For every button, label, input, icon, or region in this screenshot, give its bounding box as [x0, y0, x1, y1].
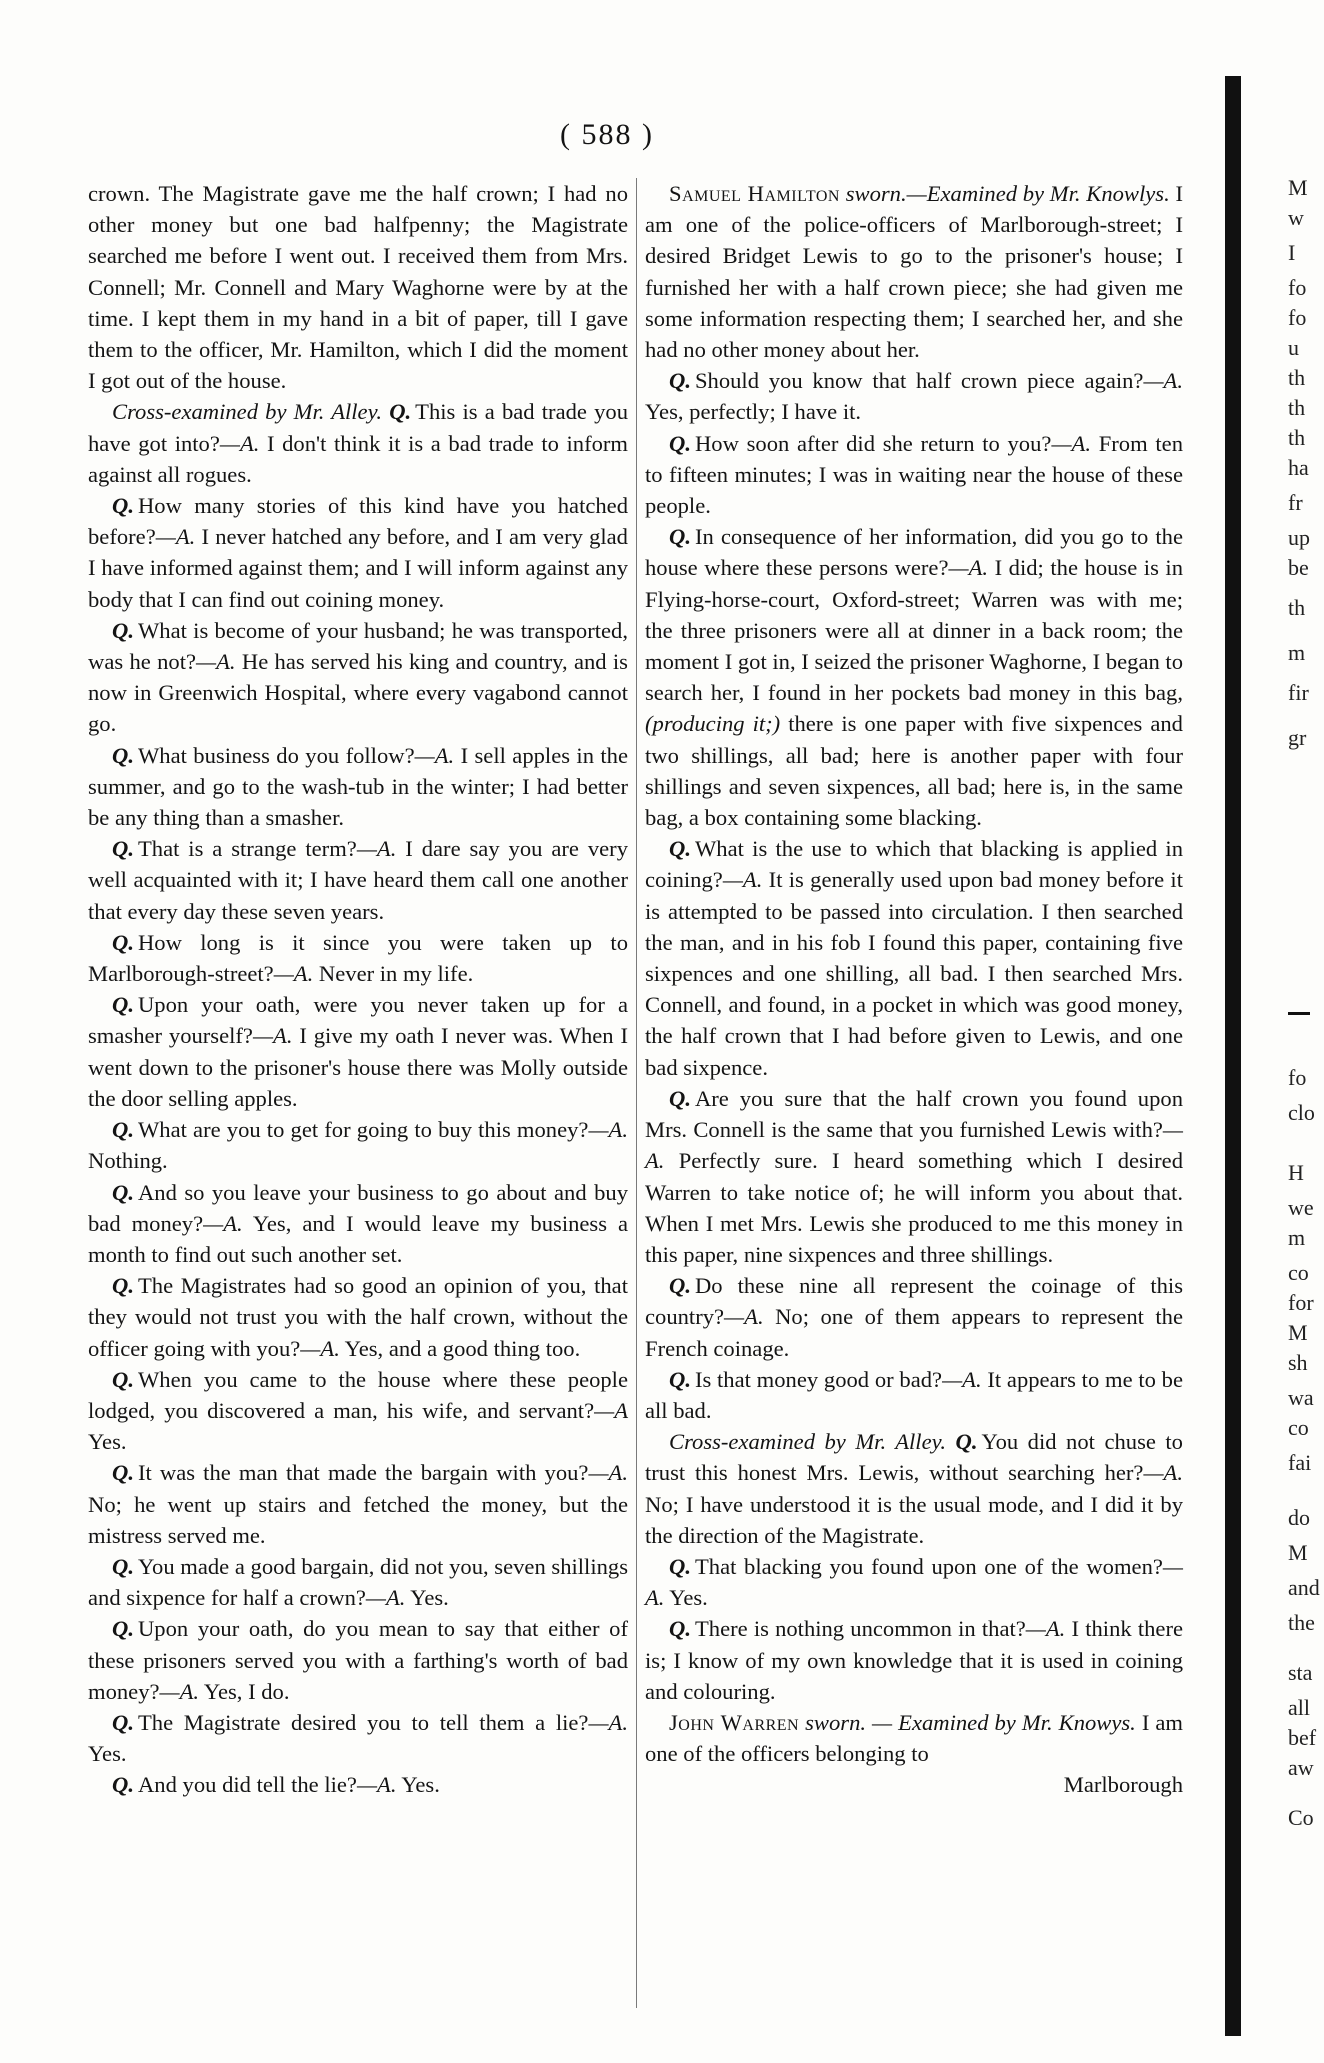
answer-text: I did; the house is in Flying-horse-court, Oxford-street; Warren was with me; the three prisoners were all at dinner in a back room; the moment I got in, I seized the prisoner Waghorne, I began to search her, I found in her pockets bad money in this bag, [645, 555, 1184, 706]
answer-text: No; one of them appears to represent the French coinage. [645, 1304, 1183, 1361]
next-page-fragment: the [1288, 1610, 1315, 1635]
cross-examined-label: Cross-examined by Mr. Alley. [112, 399, 383, 425]
question-marker: Q. [112, 617, 134, 643]
question-text: Should you know that half crown piece again? [694, 368, 1144, 394]
next-page-fragment: I [1288, 240, 1296, 265]
paragraph [88, 1177, 628, 1271]
question-marker: Q. [112, 1616, 134, 1642]
answer-text: Perfectly sure. I heard something which I desired Warren to take notice of; he will inform you about that. When I met Mrs. Lewis she produced to me this money in this paper, nine sixpences and three shillings. [645, 1148, 1183, 1267]
witness-sworn-label: sworn. — Examined by Mr. Knowys. [805, 1709, 1136, 1735]
next-page-fragment: co [1288, 1415, 1309, 1440]
next-page-fragment: fo [1288, 1065, 1307, 1090]
question-text: What is the use to which that blacking is applied in coining? [645, 836, 1183, 893]
next-page-fragment: fir [1288, 680, 1309, 705]
paragraph [645, 1426, 1183, 1551]
next-page-dash [1288, 1012, 1310, 1015]
next-page-fragment: co [1288, 1260, 1309, 1285]
question-marker: Q. [112, 1772, 134, 1798]
answer-marker: —A. [588, 1460, 628, 1486]
question-text: Are you sure that the half crown you found upon Mrs. Connell is the same that you furnished Lewis with? [645, 1085, 1183, 1143]
page-number: ( 588 ) [560, 118, 654, 151]
paragraph [88, 396, 628, 490]
question-text: Upon your oath, were you never taken up for a smasher yourself? [88, 992, 628, 1049]
next-page-fragment: th [1288, 365, 1306, 390]
next-page-fragment: th [1288, 425, 1306, 450]
next-page-fragment: m [1288, 1225, 1306, 1250]
answer-text: It is generally used upon bad money before it is attempted to be passed into circulation. I then searched the man, and in his fob I found this paper, containing five sixpences and one shilling, all bad. I then searched Mrs. Connell, and found, in a pocket in which was good money, the half crown that I had before given to Lewis, and one bad sixpence. [645, 867, 1183, 1080]
question-text: You made a good bargain, did not you, seven shillings and sixpence for half a crown? [88, 1553, 628, 1611]
paragraph [88, 740, 628, 834]
answer-marker: —A. [203, 1210, 243, 1236]
answer-marker: —A. [724, 1304, 764, 1330]
next-page-fragment: H [1288, 1160, 1304, 1185]
next-page-fragment: fr [1288, 490, 1303, 515]
left-column [88, 178, 628, 1801]
question-marker: Q. [112, 1460, 134, 1486]
question-marker: Q. [669, 1273, 691, 1299]
question-marker: Q. [389, 399, 412, 425]
answer-marker: —A. [414, 742, 455, 768]
question-marker: Q. [955, 1429, 978, 1455]
question-text: How many stories of this kind have you hatched before? [88, 493, 628, 550]
answer-marker: —A. [722, 867, 763, 893]
next-page-fragment: sta [1288, 1660, 1313, 1685]
next-page-fragment: u [1288, 335, 1299, 360]
stage-direction: (producing it;) [645, 711, 781, 737]
question-text: Upon your oath, do you mean to say that either of these prisoners served you with a farthing's worth of bad money? [88, 1616, 628, 1704]
paragraph-text: crown. The Magistrate gave me the half crown; I had no other money but one bad halfpenny; the Magistrate searched me before I went out. I received them from Mrs. Connell; Mr. Connell and Mary Waghorne were by at the time. I kept them in my hand in a bit of paper, till I gave them to the officer, Mr. Hamilton, which I did the moment I got out of the house. [88, 181, 628, 394]
answer-marker: —A. [645, 1553, 1183, 1611]
answer-marker: —A. [155, 524, 196, 550]
question-text: The Magistrates had so good an opinion of you, that they would not trust you with the half crown, without the officer going with you? [88, 1273, 628, 1361]
paragraph [88, 833, 628, 927]
paragraph [645, 178, 1183, 365]
next-page-fragment: th [1288, 595, 1306, 620]
answer-marker: —A. [1025, 1616, 1066, 1642]
answer-text: I think there is; I know of my own knowledge that it is used in coining and colouring. [645, 1616, 1183, 1704]
answer-marker: —A. [588, 1117, 628, 1143]
question-text: Is that money good or bad? [694, 1366, 943, 1392]
next-page-fragment: w [1288, 205, 1304, 230]
next-page-fragment: aw [1288, 1755, 1314, 1780]
paragraph [88, 1769, 628, 1800]
answer-marker: —A. [588, 1709, 628, 1735]
question-text: This is a bad trade you have got into? [88, 399, 628, 456]
answer-text: I don't think it is a bad trade to inform against all rogues. [88, 430, 628, 487]
question-marker: Q. [112, 1366, 134, 1392]
answer-marker: —A. [300, 1335, 340, 1361]
next-page-fragment: clo [1288, 1100, 1315, 1125]
paragraph [645, 1364, 1183, 1426]
next-page-fragment: M [1288, 175, 1308, 200]
answer-text: He has served his king and country, and is now in Greenwich Hospital, where every vagabond cannot go. [88, 649, 628, 737]
answer-marker: —A. [1143, 368, 1183, 394]
right-column [645, 178, 1183, 1801]
question-text: That is a strange term? [137, 836, 357, 862]
next-page-fragment: sh [1288, 1350, 1308, 1375]
answer-text: Nothing. [88, 1148, 168, 1174]
question-marker: Q. [669, 1616, 691, 1642]
answer-text: Yes, perfectly; I have it. [645, 399, 862, 425]
paragraph [645, 1613, 1183, 1707]
answer-marker: —A. [273, 961, 314, 987]
answer-text: Yes. [410, 1585, 449, 1611]
next-page-fragment: we [1288, 1195, 1314, 1220]
paragraph [88, 1707, 628, 1769]
question-text: And you did tell the lie? [137, 1772, 357, 1798]
answer-marker: —A. [159, 1678, 200, 1704]
answer-marker: —A. [219, 430, 260, 456]
next-page-fragment: and [1288, 1575, 1320, 1600]
paragraph [88, 178, 628, 396]
question-marker: Q. [669, 430, 691, 456]
next-page-fragment: fai [1288, 1450, 1312, 1475]
next-page-fragment: th [1288, 395, 1306, 420]
answer-text: Yes. [88, 1741, 127, 1767]
paragraph [645, 1551, 1183, 1613]
answer-text: Yes, and a good thing too. [344, 1335, 581, 1361]
answer-marker: —A. [356, 1772, 397, 1798]
next-page-fragment: fo [1288, 305, 1307, 330]
question-text: And so you leave your business to go about and buy bad money? [88, 1179, 628, 1236]
answer-text: I dare say you are very well acquainted with it; I have heard them call one another that every day these seven years. [88, 836, 628, 924]
paragraph [88, 1551, 628, 1613]
witness-name: Samuel Hamilton [669, 181, 840, 206]
catchword [645, 1769, 1183, 1800]
answer-text: From ten to fifteen minutes; I was in waiting near the house of these people. [645, 430, 1184, 519]
next-page-fragment: be [1288, 555, 1309, 580]
question-marker: Q. [669, 836, 691, 862]
question-marker: Q. [112, 1179, 134, 1205]
paragraph [88, 989, 628, 1114]
next-page-fragment: for [1288, 1290, 1314, 1315]
paragraph [645, 521, 1183, 833]
question-marker: Q. [112, 1117, 134, 1143]
answer-text: Never in my life. [318, 961, 474, 987]
witness-sworn-label: sworn.—Examined by Mr. Knowlys. [845, 181, 1170, 206]
question-text: How soon after did she return to you? [694, 430, 1052, 456]
question-text: There is nothing uncommon in that? [694, 1616, 1026, 1642]
question-text: What business do you follow? [137, 742, 415, 768]
answer-text: Yes. [401, 1772, 440, 1798]
paragraph [645, 1707, 1183, 1769]
paragraph [88, 1114, 628, 1176]
question-marker: Q. [112, 742, 134, 768]
answer-text: I never hatched any before, and I am very glad I have informed against them; and I will inform against any body that I can find out coining money. [88, 524, 628, 612]
question-marker: Q. [669, 1553, 691, 1579]
question-text: What is become of your husband; he was transported, was he not? [88, 617, 628, 675]
testimony-text: I am one of the police-officers of Marlborough-street; I desired Bridget Lewis to go to the prisoner's house; I furnished her with a half crown piece; she had given me some information respecting them; I searched her, and she had no other money about her. [645, 181, 1183, 363]
paragraph [88, 1270, 628, 1364]
paragraph [88, 1364, 628, 1458]
answer-text: Yes. [88, 1429, 127, 1455]
answer-marker: —A. [356, 836, 397, 862]
answer-marker: —A. [1143, 1460, 1183, 1486]
paragraph [88, 927, 628, 989]
question-marker: Q. [669, 1366, 691, 1392]
answer-marker: —A [594, 1397, 628, 1423]
question-text: It was the man that made the bargain with you? [137, 1460, 589, 1486]
column-divider [636, 178, 637, 2008]
next-page-fragment: bef [1288, 1725, 1317, 1750]
next-page-fragment: all [1288, 1695, 1310, 1720]
question-text: In consequence of her information, did you go to the house where these persons were? [645, 524, 1183, 581]
answer-text: Yes, I do. [203, 1678, 290, 1704]
answer-marker: —A. [1051, 430, 1091, 456]
paragraph [88, 490, 628, 615]
next-page-fragment: M [1288, 1320, 1308, 1345]
question-text: That blacking you found upon one of the women? [694, 1553, 1163, 1579]
answer-text: It appears to me to be all bad. [645, 1366, 1183, 1423]
question-text: Do these nine all represent the coinage of this country? [645, 1273, 1183, 1330]
paragraph [88, 1613, 628, 1707]
question-marker: Q. [112, 1273, 134, 1299]
paragraph [645, 365, 1183, 427]
next-page-fragment: fo [1288, 275, 1307, 300]
next-page-fragment: up [1288, 525, 1310, 550]
next-page-fragment: gr [1288, 725, 1307, 750]
answer-text-continued: there is one paper with five sixpences and two shillings, all bad; here is another paper with four shillings and seven sixpences, all bad; here is, in the same bag, a box containing some blacking. [645, 711, 1183, 831]
paragraph [88, 615, 628, 740]
paragraph [645, 833, 1183, 1083]
answer-marker: —A. [365, 1585, 406, 1611]
question-text: The Magistrate desired you to tell them a lie? [137, 1709, 589, 1735]
binding-shadow [1225, 76, 1241, 2036]
answer-text: No; I have understood it is the usual mode, and I did it by the direction of the Magistrate. [645, 1491, 1183, 1548]
question-marker: Q. [112, 929, 134, 955]
next-page-edge [1284, 0, 1324, 2063]
question-marker: Q. [669, 1085, 691, 1111]
cross-examined-label: Cross-examined by Mr. Alley. [669, 1429, 947, 1455]
question-marker: Q. [112, 992, 134, 1018]
answer-text: I sell apples in the summer, and go to the wash-tub in the winter; I had better be any thing than a smasher. [88, 742, 629, 831]
next-page-fragment: M [1288, 1540, 1308, 1565]
paragraph [88, 1457, 628, 1551]
catchword-text: Marlborough [1063, 1772, 1183, 1798]
answer-text: Yes. [669, 1585, 708, 1611]
next-page-fragment: do [1288, 1505, 1310, 1530]
question-marker: Q. [112, 1709, 134, 1735]
answer-marker: —A. [196, 649, 236, 675]
question-text: You did not chuse to trust this honest Mrs. Lewis, without searching her? [645, 1429, 1183, 1486]
question-marker: Q. [669, 368, 691, 394]
question-marker: Q. [112, 1553, 134, 1579]
next-page-fragment: Co [1288, 1805, 1314, 1830]
answer-marker: —A. [942, 1366, 982, 1392]
next-page-fragment: wa [1288, 1385, 1314, 1410]
answer-marker: —A. [645, 1117, 1183, 1174]
answer-text: No; he went up stairs and fetched the money, but the mistress served me. [88, 1491, 628, 1548]
question-marker: Q. [112, 836, 134, 862]
next-page-fragment: m [1288, 640, 1306, 665]
question-text: What are you to get for going to buy this money? [137, 1117, 589, 1143]
question-text: When you came to the house where these people lodged, you discovered a man, his wife, and servant? [88, 1366, 628, 1423]
answer-marker: —A. [948, 555, 989, 581]
answer-text: Yes, and I would leave my business a month to find out such another set. [88, 1210, 629, 1267]
paragraph [645, 1270, 1183, 1364]
answer-marker: —A. [252, 1023, 293, 1049]
answer-text: I give my oath I never was. When I went down to the prisoner's house there was Molly outside the door selling apples. [88, 1023, 628, 1111]
witness-name: John Warren [669, 1709, 800, 1735]
next-page-fragment: ha [1288, 455, 1309, 480]
testimony-text: I am one of the officers belonging to [645, 1709, 1183, 1767]
paragraph [645, 428, 1183, 522]
question-text: How long is it since you were taken up to Marlborough-street? [88, 929, 628, 987]
paragraph [645, 1083, 1183, 1270]
question-marker: Q. [669, 524, 691, 550]
question-marker: Q. [112, 493, 134, 519]
